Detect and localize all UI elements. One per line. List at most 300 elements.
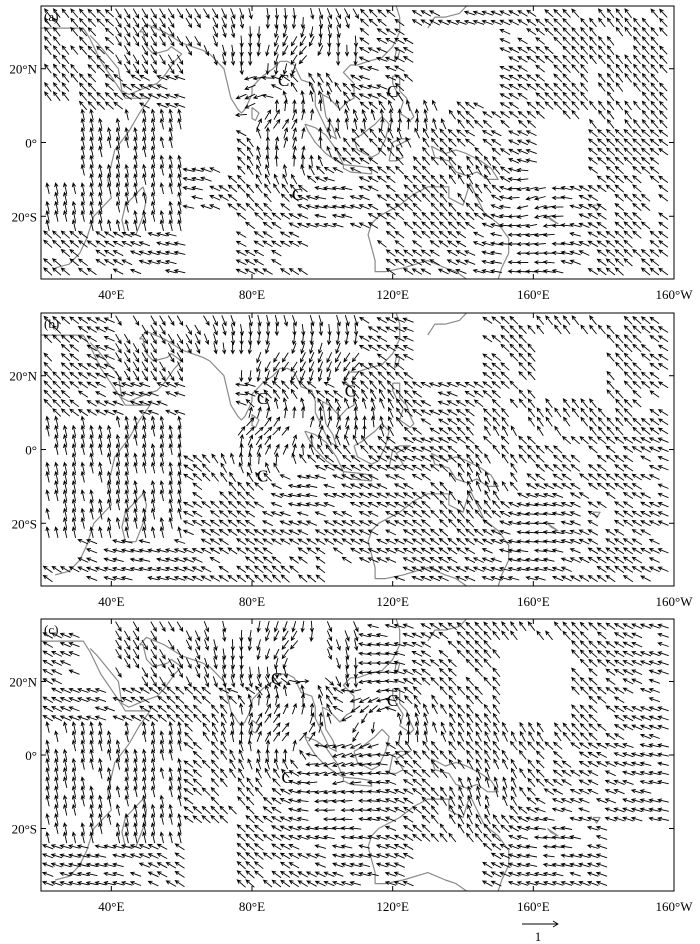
wind-vector (315, 845, 326, 849)
wind-vector (219, 576, 228, 582)
wind-vector (536, 779, 544, 786)
wind-vector (220, 816, 228, 824)
wind-vector (212, 714, 218, 723)
wind-vector (131, 688, 141, 693)
wind-vector (642, 37, 649, 46)
wind-vector (658, 716, 669, 720)
wind-vector (415, 128, 420, 138)
wind-vector (493, 705, 499, 714)
wind-vector (237, 566, 246, 572)
wind-vector (493, 622, 500, 631)
wind-vector (466, 519, 474, 527)
wind-vector (96, 355, 106, 360)
wind-vector (237, 511, 246, 518)
wind-vector (651, 92, 658, 100)
wind-vector (342, 493, 352, 498)
wind-vector (231, 315, 235, 325)
wind-vector (351, 456, 360, 462)
wind-vector (106, 19, 114, 26)
wind-vector (308, 390, 315, 398)
wind-vector (151, 622, 157, 632)
wind-vector (160, 137, 163, 148)
wind-vector (572, 46, 579, 54)
wind-vector (222, 315, 226, 325)
wind-vector (467, 705, 474, 714)
wind-vector (272, 484, 282, 489)
wind-vector (231, 648, 235, 659)
wind-vector (160, 18, 166, 28)
wind-vector (105, 355, 115, 360)
wind-vector (572, 9, 579, 17)
wind-vector (476, 814, 481, 824)
wind-vector (581, 18, 588, 26)
wind-vector (624, 353, 632, 361)
wind-vector (510, 317, 518, 325)
wind-vector (212, 742, 219, 750)
wind-vector (387, 222, 396, 229)
wind-vector (105, 346, 115, 351)
wind-vector (264, 194, 271, 202)
wind-vector (106, 47, 114, 54)
wind-vector (448, 438, 458, 444)
wind-vector (650, 567, 660, 572)
wind-vector (203, 714, 211, 722)
wind-vector (335, 445, 342, 454)
wind-vector (562, 770, 571, 776)
wind-vector (536, 19, 545, 26)
wind-vector (475, 668, 482, 676)
wind-vector (634, 28, 641, 37)
wind-vector (143, 146, 146, 157)
wind-vector (650, 130, 659, 137)
wind-vector (390, 119, 393, 130)
wind-vector (55, 444, 58, 455)
wind-vector (440, 194, 447, 203)
wind-vector (553, 484, 563, 489)
wind-vector (336, 417, 340, 428)
wind-vector (484, 418, 491, 427)
wind-vector (274, 110, 279, 120)
wind-vector (563, 46, 571, 54)
wind-vector (615, 502, 624, 508)
wind-vector (125, 444, 128, 455)
wind-vector (424, 101, 428, 111)
wind-vector (334, 548, 343, 554)
wind-vector (70, 241, 79, 248)
wind-vector (658, 725, 669, 729)
wind-vector (492, 372, 501, 379)
wind-vector (125, 759, 128, 770)
wind-vector (237, 862, 245, 869)
wind-vector (509, 103, 518, 109)
wind-vector (658, 624, 669, 628)
wind-vector (134, 137, 137, 148)
wind-vector (598, 176, 607, 183)
wind-vector (228, 204, 237, 210)
wind-vector (632, 511, 641, 517)
wind-vector (572, 83, 579, 91)
wind-vector (448, 251, 458, 256)
wind-vector (545, 19, 553, 26)
wind-vector (422, 825, 430, 833)
wind-vector (623, 633, 633, 638)
wind-vector (88, 83, 96, 91)
wind-vector (125, 481, 128, 492)
wind-vector (475, 622, 482, 630)
wind-vector (641, 530, 651, 535)
wind-vector (264, 575, 272, 582)
wind-vector (404, 38, 414, 44)
wind-vector (581, 74, 588, 83)
wind-vector (123, 84, 132, 90)
wind-vector (634, 55, 641, 64)
wind-vector (396, 742, 404, 750)
wind-vector (289, 539, 299, 544)
wind-vector (563, 28, 571, 36)
wind-vector (88, 28, 96, 36)
wind-vector (62, 74, 69, 83)
coastline (428, 6, 467, 28)
wind-vector (606, 734, 615, 740)
wind-vector (633, 344, 641, 351)
wind-vector (105, 241, 115, 247)
wind-vector (554, 446, 562, 453)
wind-vector (642, 259, 651, 266)
wind-vector (255, 825, 264, 832)
wind-vector (633, 213, 641, 220)
wind-vector (246, 548, 255, 554)
wind-vector (641, 447, 651, 452)
wind-vector (272, 826, 282, 831)
wind-vector (430, 548, 439, 554)
wind-vector (650, 148, 659, 155)
wind-vector (81, 211, 84, 222)
wind-vector (606, 651, 615, 657)
wind-vector (658, 707, 669, 711)
wind-vector (546, 399, 553, 408)
wind-vector (606, 678, 615, 684)
wind-vector (263, 94, 274, 97)
wind-vector (404, 57, 413, 63)
wind-vector (597, 872, 607, 876)
wind-vector (606, 241, 615, 248)
wind-vector (624, 250, 632, 257)
wind-vector (247, 797, 255, 805)
wind-vector (133, 18, 139, 28)
wind-vector (554, 65, 562, 73)
wind-vector (615, 268, 623, 275)
wind-vector (368, 549, 378, 554)
wind-vector (624, 363, 632, 371)
wind-vector (448, 538, 457, 545)
wind-vector (563, 74, 571, 82)
wind-vector (483, 843, 492, 850)
wind-vector (96, 401, 106, 406)
wind-vector (289, 223, 299, 228)
wind-vector (134, 165, 137, 176)
wind-vector (395, 576, 405, 580)
wind-vector (238, 427, 245, 436)
wind-vector (211, 816, 219, 824)
wind-vector (538, 732, 544, 741)
wind-vector (211, 797, 219, 805)
wind-vector (536, 464, 545, 471)
wind-vector (193, 511, 202, 517)
cyclone-marker: C (256, 388, 269, 408)
wind-vector (458, 455, 465, 463)
wind-vector (386, 502, 396, 507)
wind-vector (309, 73, 315, 82)
wind-vector (615, 437, 624, 443)
wind-vector (149, 845, 159, 850)
wind-vector (413, 834, 422, 841)
wind-vector (116, 417, 119, 428)
wind-vector (184, 770, 193, 776)
wind-vector (615, 483, 624, 489)
wind-vector (598, 130, 606, 137)
wind-vector (387, 176, 396, 183)
wind-vector (527, 29, 536, 35)
wind-vector (240, 704, 243, 715)
wind-vector (500, 76, 510, 81)
wind-vector (54, 55, 61, 64)
wind-vector (493, 409, 500, 417)
wind-vector (160, 119, 163, 130)
wind-vector (264, 213, 273, 220)
wind-vector (202, 788, 210, 796)
wind-vector (624, 400, 632, 408)
wind-vector (511, 622, 518, 631)
wind-vector (423, 147, 430, 156)
wind-vector (555, 622, 562, 631)
wind-vector (177, 658, 182, 668)
wind-vector (607, 167, 615, 174)
wind-vector (501, 167, 510, 174)
wind-vector (467, 751, 474, 760)
wind-vector (254, 260, 264, 265)
wind-vector (46, 832, 49, 843)
wind-vector (421, 633, 431, 638)
coastline (547, 216, 558, 223)
wind-vector (266, 667, 269, 678)
wind-vector (177, 9, 183, 19)
wind-vector (360, 512, 370, 517)
wind-vector (590, 325, 597, 334)
wind-vector (606, 437, 615, 444)
wind-vector (122, 260, 132, 265)
wind-vector (519, 446, 527, 454)
wind-vector (579, 539, 589, 544)
wind-vector (484, 834, 492, 842)
wind-vector (430, 20, 440, 25)
wind-vector (386, 259, 395, 265)
y-tick-label: 20°S (11, 821, 37, 837)
wind-vector (571, 576, 581, 581)
wind-vector (412, 558, 422, 563)
wind-vector (64, 444, 67, 455)
wind-vector (633, 391, 641, 398)
wind-vector (615, 185, 623, 192)
wind-vector (572, 37, 579, 45)
wind-vector (404, 204, 412, 211)
wind-vector (371, 398, 375, 408)
wind-vector (465, 260, 475, 264)
wind-vector (351, 521, 361, 526)
wind-vector (345, 371, 350, 381)
wind-vector (240, 8, 244, 18)
wind-vector (369, 456, 378, 462)
wind-vector (298, 817, 309, 820)
wind-vector (572, 641, 580, 649)
wind-vector (570, 205, 581, 209)
wind-vector (239, 759, 244, 769)
wind-vector (380, 426, 384, 437)
wind-vector (546, 316, 553, 325)
wind-vector (264, 566, 273, 573)
wind-vector (116, 631, 122, 641)
wind-vector (527, 56, 536, 62)
wind-vector (493, 815, 499, 824)
wind-vector (554, 28, 562, 36)
wind-vector (510, 326, 518, 334)
wind-vector (658, 493, 668, 497)
wind-vector (336, 18, 341, 28)
wind-vector (527, 798, 536, 805)
wind-vector (116, 640, 122, 650)
wind-vector (404, 549, 414, 554)
wind-vector (333, 521, 343, 526)
wind-vector (660, 120, 668, 128)
wind-vector (404, 558, 414, 563)
wind-vector (267, 695, 270, 706)
wind-vector (193, 687, 201, 694)
wind-vector (202, 696, 210, 703)
wind-vector (264, 427, 272, 435)
wind-vector (398, 713, 402, 724)
wind-vector (327, 713, 331, 724)
wind-vector (606, 268, 615, 275)
wind-vector (413, 825, 422, 832)
wind-vector (193, 816, 202, 823)
wind-vector (342, 521, 352, 526)
wind-vector (113, 401, 123, 405)
wind-vector (650, 688, 660, 692)
wind-vector (527, 75, 536, 81)
wind-vector (439, 241, 448, 247)
wind-vector (350, 882, 361, 886)
wind-vector (492, 131, 502, 136)
wind-vector (616, 399, 623, 407)
wind-vector (520, 723, 526, 733)
wind-vector (562, 808, 573, 812)
wind-vector (659, 176, 668, 183)
wind-vector (160, 649, 166, 659)
wind-vector (257, 128, 261, 138)
wind-vector (324, 809, 335, 813)
wind-vector (483, 872, 493, 878)
wind-vector (360, 475, 370, 480)
x-tick-label: 160°E (517, 287, 550, 302)
wind-vector (651, 101, 658, 109)
wind-vector (124, 640, 129, 650)
wind-vector (430, 11, 440, 16)
wind-vector (125, 220, 128, 231)
wind-vector (615, 660, 624, 666)
wind-vector (237, 520, 246, 526)
wind-vector (537, 316, 544, 325)
wind-vector (413, 520, 422, 526)
wind-vector (96, 259, 105, 265)
wind-vector (642, 194, 651, 201)
wind-vector (175, 881, 184, 887)
wind-vector (167, 715, 175, 722)
wind-vector (53, 268, 61, 275)
wind-vector (518, 47, 527, 53)
wind-vector (186, 325, 192, 335)
wind-vector (658, 484, 668, 488)
wind-vector (553, 205, 564, 209)
wind-vector (151, 353, 157, 363)
wind-vector (641, 576, 651, 581)
wind-vector (597, 232, 606, 238)
wind-vector (528, 788, 536, 796)
wind-vector (597, 762, 607, 767)
wind-vector (363, 426, 367, 437)
wind-vector (203, 723, 209, 732)
wind-vector (588, 789, 598, 794)
wind-vector (369, 177, 379, 182)
wind-vector (431, 483, 439, 491)
wind-vector (412, 465, 422, 470)
wind-vector (458, 193, 465, 202)
wind-vector (272, 853, 281, 859)
wind-vector (527, 131, 537, 136)
wind-vector (641, 456, 651, 461)
wind-vector (134, 435, 137, 446)
wind-vector (106, 93, 114, 100)
wind-vector (579, 530, 589, 535)
wind-vector (88, 241, 97, 247)
wind-vector (449, 510, 456, 518)
wind-vector (354, 315, 358, 326)
wind-vector (160, 463, 163, 474)
wind-vector (650, 475, 660, 480)
wind-vector (509, 140, 519, 145)
wind-vector (351, 539, 361, 544)
wind-vector (501, 103, 510, 109)
wind-vector (336, 352, 341, 362)
wind-vector (245, 251, 255, 256)
wind-vector (87, 401, 96, 407)
wind-vector (658, 438, 668, 443)
wind-vector (555, 325, 562, 334)
wind-vector (381, 119, 385, 130)
wind-vector (413, 269, 423, 275)
wind-vector (158, 854, 168, 859)
wind-vector (536, 111, 544, 118)
wind-vector (457, 519, 465, 527)
wind-vector (494, 732, 499, 742)
wind-vector (589, 158, 598, 165)
wind-vector (535, 197, 546, 201)
wind-vector (404, 222, 413, 229)
wind-vector (345, 315, 349, 326)
wind-vector (537, 631, 544, 640)
wind-vector (184, 465, 193, 471)
wind-vector (465, 391, 474, 397)
wind-vector (360, 530, 370, 535)
wind-vector (658, 503, 668, 507)
